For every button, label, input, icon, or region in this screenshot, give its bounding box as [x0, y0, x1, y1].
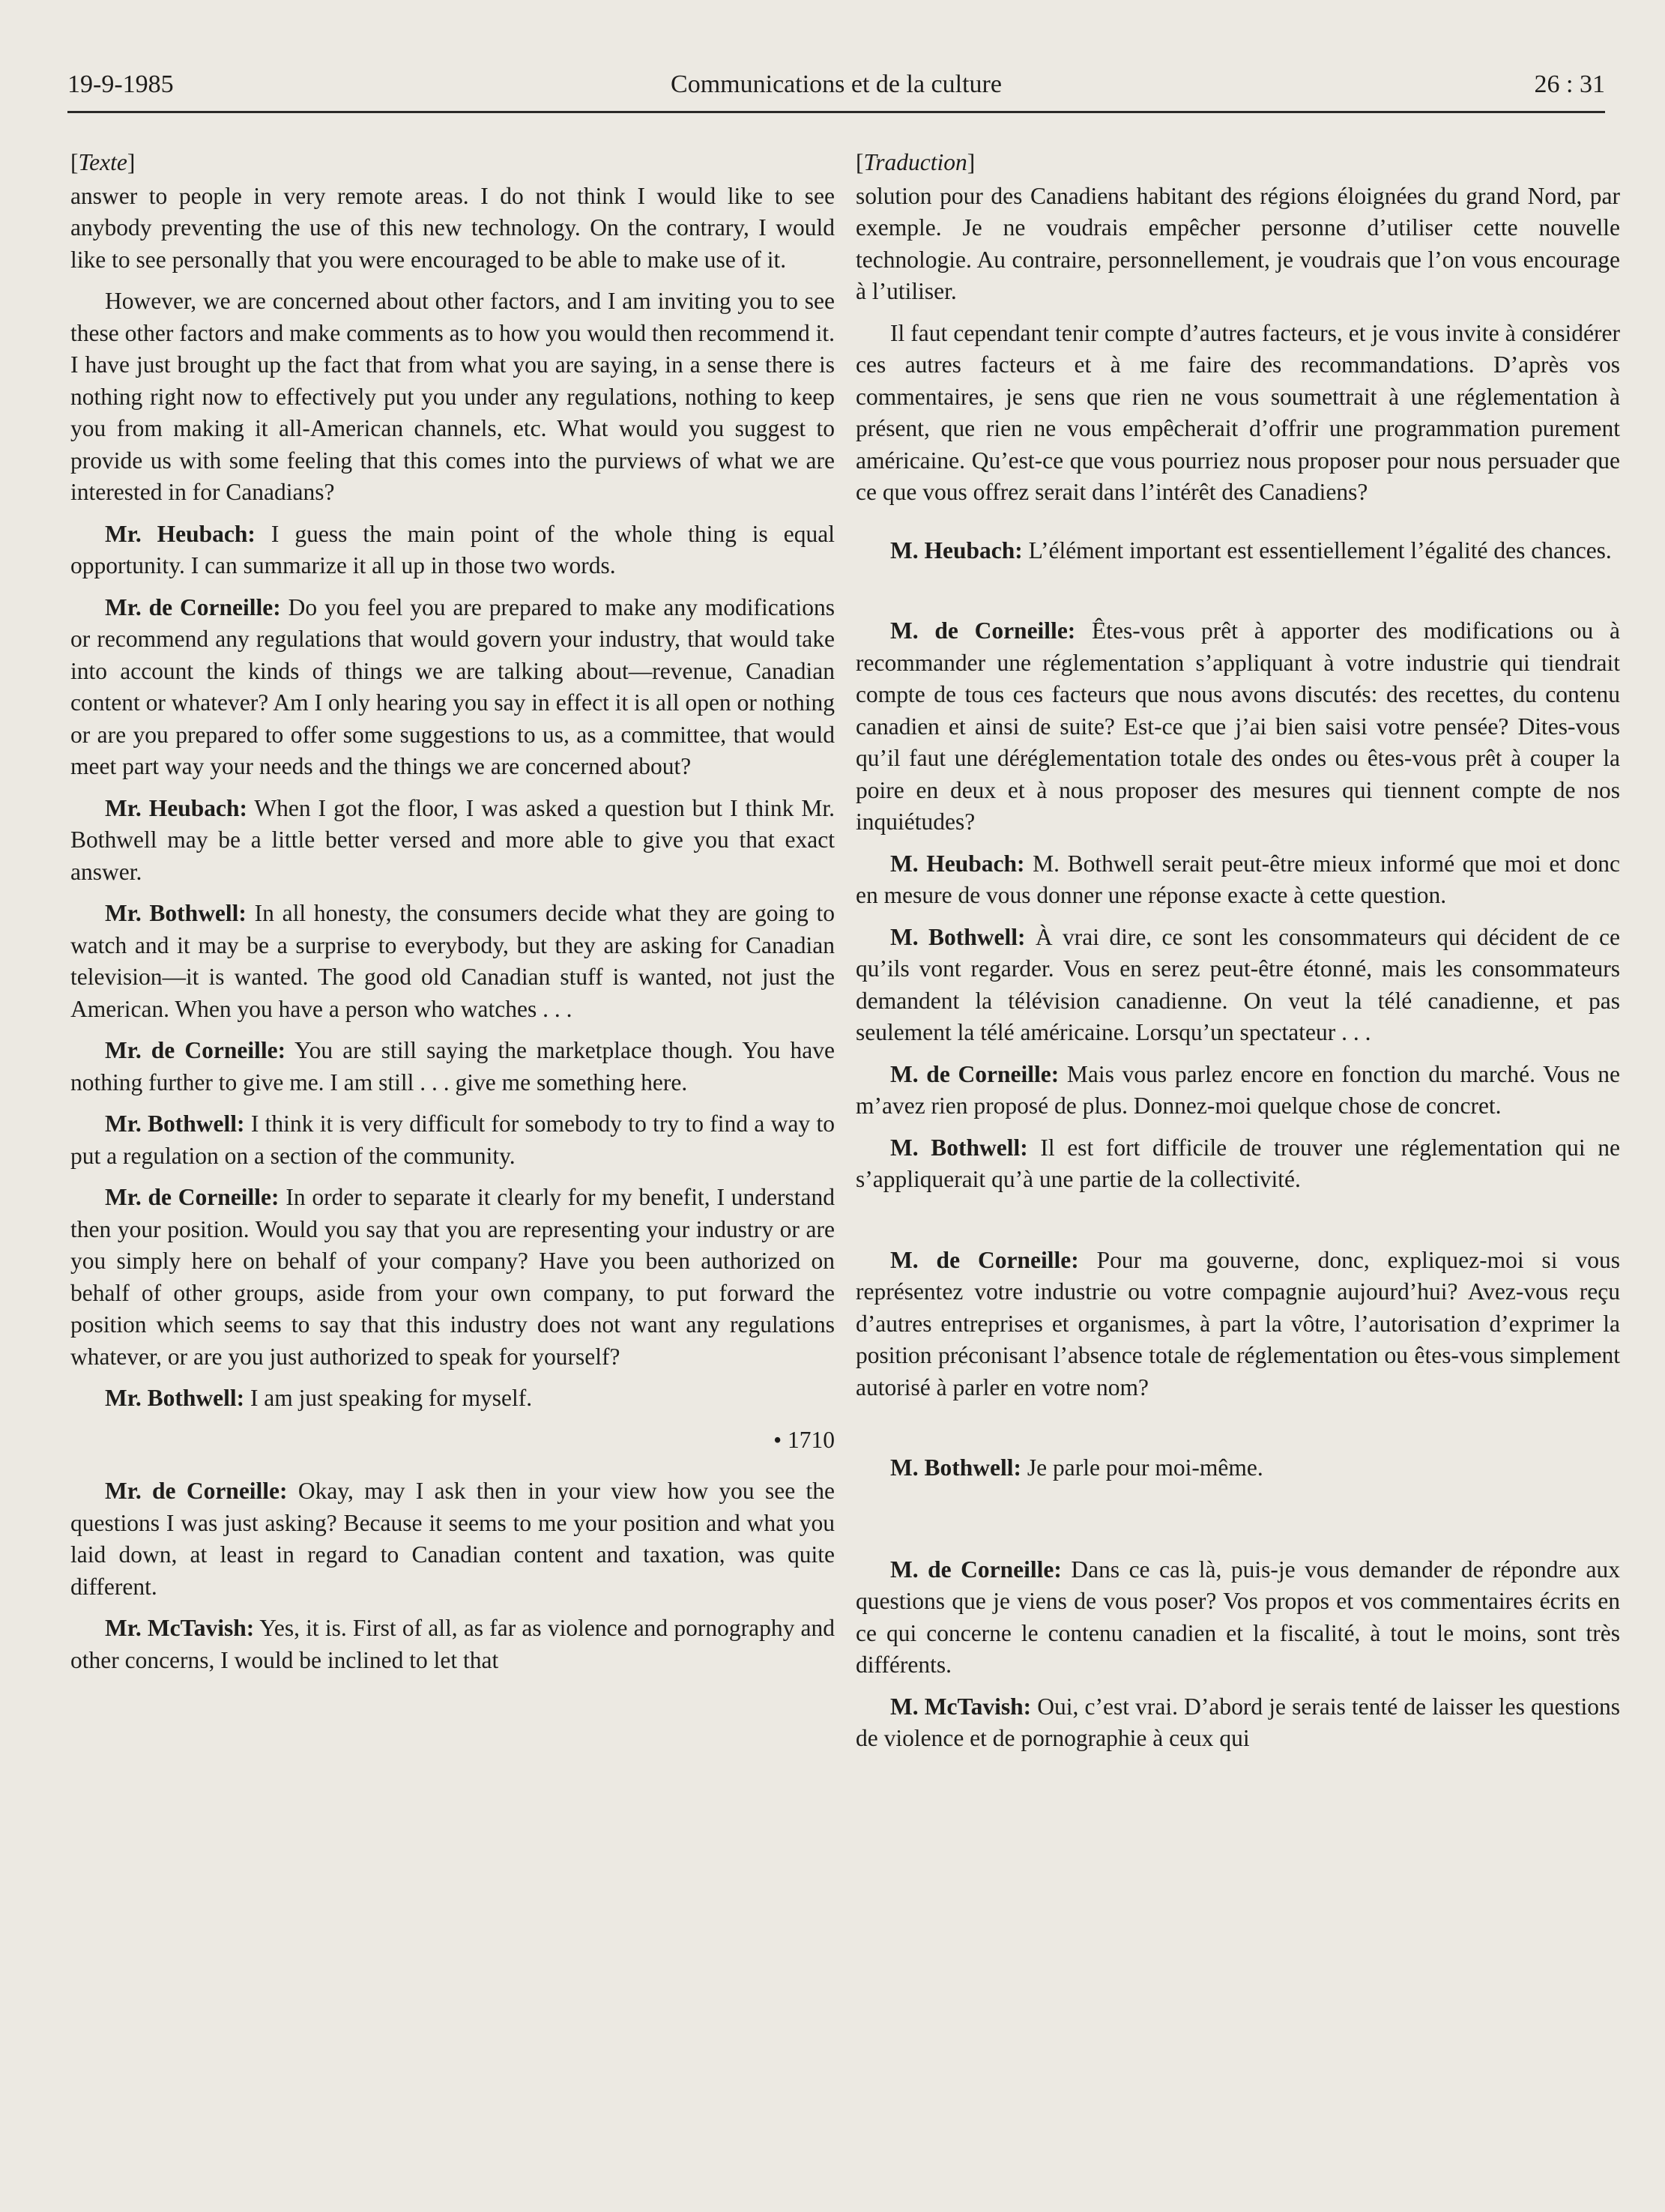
- paragraph: answer to people in very remote areas. I do not think I would like to see anybody preventing the use of this new technology. On the contrary, I would like to see personally that you were encouraged to be able to make use of it.: [70, 182, 835, 273]
- speech-text: L’élément important est essentiellement l’égalité des chances.: [1022, 537, 1612, 563]
- speaker-name: Mr. de Corneille:: [105, 1478, 288, 1504]
- speaker-name: M. Heubach:: [890, 850, 1025, 877]
- speaker-name: Mr. de Corneille:: [105, 1184, 279, 1210]
- page-header: [67, 66, 1605, 113]
- header-page-number: 26 : 31: [1534, 70, 1605, 98]
- speech: [70, 592, 835, 783]
- speaker-name: M. Heubach:: [890, 537, 1023, 563]
- header-title: Communications et de la culture: [671, 70, 1002, 98]
- speech-text: I guess the main point of the whole thing is equal opportunity. I can summarize it all up in those two words.: [70, 520, 835, 578]
- column-label: [Texte]: [70, 149, 136, 175]
- speech: [856, 1132, 1620, 1196]
- speech-text: À vrai dire, ce sont les consommateurs qui décident de ce qu’ils vont regarder. Vous en serez peut-être étonné, mais les consommateurs demandent la télévision canadienne. On veut la télé canadienne, et pas seulement la télé américaine. Lorsqu’un spectateur . . .: [856, 923, 1620, 1045]
- speaker-name: Mr. de Corneille:: [105, 593, 281, 620]
- speaker-name: M. Bothwell:: [890, 923, 1026, 950]
- speech: [70, 1108, 835, 1172]
- english-column: [70, 147, 835, 1686]
- paragraph: However, we are concerned about other factors, and I am inviting you to see these other factors and make comments as to how you would then recommend it. I have just brought up the fact that from what you are saying, in a sense there is nothing right now to effectively put you under any regulations, nothing to keep you from making it all-American channels, etc. What would you suggest to provide us with some feeling that this comes into the purviews of what we are interested in for Canadians?: [70, 288, 835, 505]
- speech-text: Dans ce cas là, puis-je vous demander de répondre aux questions que je viens de vous poser? Vos propos et vos commentaires écrits en ce qui concerne le contenu canadien et la fiscalité, à tout le moins, sont très différents.: [856, 1556, 1620, 1678]
- speech: [856, 615, 1620, 838]
- speech-text: Okay, may I ask then in your view how you see the questions I was just asking? Because it seems to me your position and what you laid down, at least in regard to Canadian content and taxation, was quite different.: [70, 1478, 835, 1600]
- speech-text: In all honesty, the consumers decide what they are going to watch and it may be a surprise to everybody, but they are asking for Canadian television—it is wanted. The good old Canadian stuff is wanted, not just the American. When you have a person who watches . . .: [70, 900, 835, 1022]
- time-marker: • 1710: [773, 1426, 835, 1453]
- speech-text: Êtes-vous prêt à apporter des modifications ou à recommander une réglementation s’appliquant à votre industrie qui tiendrait compte de tous ces facteurs que nous avons discutés: des recettes, du contenu canadien et ainsi de suite? Est-ce que j’ai bien saisi votre pensée? Dites-vous qu’il faut une déréglementation totale des ondes ou êtes-vous prêt à couper la poire en deux et à nous proposer des mesures qui tiennent compte de nos inquiétudes?: [856, 617, 1621, 835]
- speech-text: Pour ma gouverne, donc, expliquez-moi si vous représentez votre industrie ou votre compagnie aujourd’hui? Avez-vous reçu d’autres entreprises et organismes, à part la vôtre, l’autorisation d’exprimer la position préconisant l’absence totale de réglementation ou êtes-vous simplement autorisé à parler en votre nom?: [856, 1246, 1621, 1400]
- speaker-name: Mr. de Corneille:: [105, 1037, 286, 1063]
- speech-text: You are still saying the marketplace though. You have nothing further to give me. I am still . . . give me something here.: [70, 1037, 835, 1096]
- speech-text: I think it is very difficult for somebody to try to find a way to put a regulation on a section of the community.: [70, 1110, 835, 1169]
- speech-text: In order to separate it clearly for my benefit, I understand then your position. Would you say that you are representing your industry or are you simply here on behalf of your company? Have you been authorized on behalf of other groups, aside from your own company, to put forward the position which seems to say that this industry does not want any regulations whatever, or are you just authorized to speak for yourself?: [70, 1184, 835, 1370]
- speech-text: Il est fort difficile de trouver une réglementation qui ne s’appliquerait qu’à une partie de la collectivité.: [856, 1134, 1620, 1192]
- header-date: 19-9-1985: [67, 70, 174, 98]
- speech: [856, 1452, 1620, 1484]
- speech-text: Yes, it is. First of all, as far as violence and pornography and other concerns, I would be inclined to let that: [70, 1615, 835, 1673]
- speech-text: When I got the floor, I was asked a question but I think Mr. Bothwell may be a little better versed and more able to give you that exact answer.: [70, 794, 835, 885]
- speaker-name: M. de Corneille:: [890, 1246, 1079, 1273]
- paragraph: Il faut cependant tenir compte d’autres facteurs, et je vous invite à considérer ces autres facteurs et à me faire des recommandations. D’après vos commentaires, je sens que rien ne vous soumettrait à une réglementation à présent, que rien ne vous empêcherait d’offrir une programmation purement américaine. Qu’est-ce que vous pourriez nous proposer pour nous persuader que ce que vous offrez serait dans l’intérêt des Canadiens?: [856, 319, 1620, 505]
- speaker-name: M. Bothwell:: [890, 1134, 1028, 1161]
- speech-text: Je parle pour moi-même.: [1021, 1454, 1263, 1481]
- speech: [70, 898, 835, 1025]
- speech: [856, 1554, 1620, 1681]
- speaker-name: M. de Corneille:: [890, 1556, 1062, 1583]
- speech-text: Oui, c’est vrai. D’abord je serais tenté de laisser les questions de violence et de pornographie à ceux qui: [856, 1693, 1620, 1751]
- speaker-name: Mr. Bothwell:: [105, 900, 247, 926]
- speech: [70, 793, 835, 889]
- paragraph: solution pour des Canadiens habitant des régions éloignées du grand Nord, par exemple. Je ne voudrais empêcher personne d’utiliser cette nouvelle technologie. Au contraire, personnellement, je voudrais que l’on vous encourage à l’utiliser.: [856, 182, 1620, 304]
- speech: [856, 535, 1620, 567]
- speaker-name: Mr. McTavish:: [105, 1615, 255, 1641]
- speech: [70, 1613, 835, 1676]
- french-column: [856, 147, 1620, 1765]
- speech: [70, 1182, 835, 1373]
- speaker-name: Mr. Heubach:: [105, 794, 247, 821]
- speech: [856, 848, 1620, 912]
- speech: [856, 1059, 1620, 1122]
- column-label: [Traduction]: [856, 149, 976, 175]
- speech: [70, 519, 835, 582]
- speech: [856, 922, 1620, 1049]
- speech: [70, 1475, 835, 1603]
- speech: [70, 1382, 835, 1415]
- speaker-name: Mr. Heubach:: [105, 520, 256, 547]
- speech: [856, 1245, 1620, 1404]
- speech-text: Do you feel you are prepared to make any modifications or recommend any regulations that would govern your industry, that would take into account the kinds of things we are talking about—revenue, Canadian content or whatever? Am I only hearing you say in effect it is all open or nothing or are you prepared to offer some suggestions to us, as a committee, that would meet part way your needs and the things we are concerned about?: [70, 593, 835, 779]
- speech-text: I am just speaking for myself.: [244, 1385, 533, 1411]
- speech: [856, 1691, 1620, 1755]
- speaker-name: M. Bothwell:: [890, 1454, 1021, 1481]
- speech-text: Mais vous parlez encore en fonction du marché. Vous ne m’avez rien proposé de plus. Donnez-moi quelque chose de concret.: [856, 1060, 1620, 1119]
- speaker-name: M. de Corneille:: [890, 1060, 1060, 1087]
- speaker-name: M. de Corneille:: [890, 617, 1076, 644]
- speaker-name: M. McTavish:: [890, 1693, 1032, 1720]
- speaker-name: Mr. Bothwell:: [105, 1110, 245, 1137]
- speech: [70, 1035, 835, 1099]
- speech-text: M. Bothwell serait peut-être mieux informé que moi et donc en mesure de vous donner une réponse exacte à cette question.: [856, 850, 1620, 908]
- speaker-name: Mr. Bothwell:: [105, 1385, 245, 1411]
